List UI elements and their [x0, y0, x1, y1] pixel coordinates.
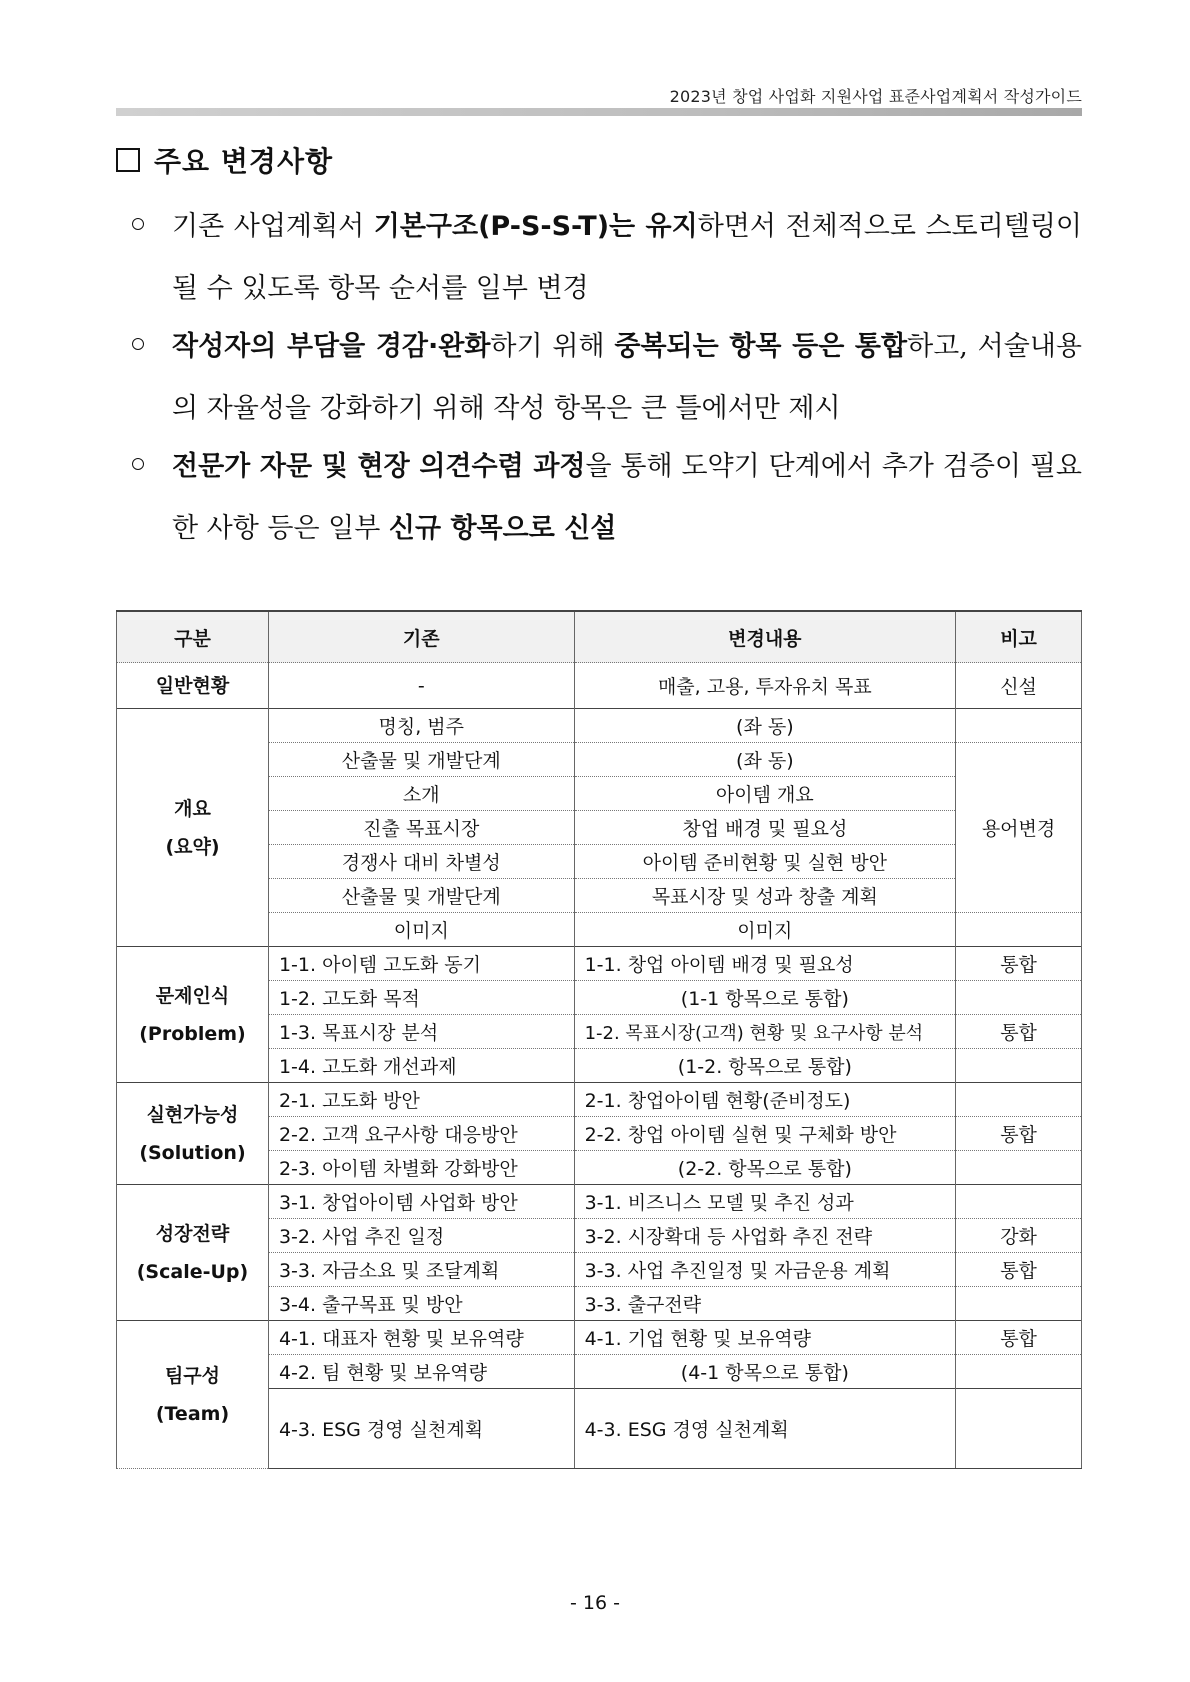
note-cell [956, 1355, 1082, 1389]
old-cell: 경쟁사 대비 차별성 [268, 845, 574, 879]
header-new: 변경내용 [574, 611, 956, 663]
note-cell: 용어변경 [956, 743, 1082, 913]
new-cell: 창업 배경 및 필요성 [574, 811, 956, 845]
new-cell: 1-2. 목표시장(고객) 현황 및 요구사항 분석 [574, 1015, 956, 1049]
old-cell: 2-2. 고객 요구사항 대응방안 [268, 1117, 574, 1151]
bullet-text-bold: 중복되는 항목 등은 통합 [614, 331, 908, 362]
new-cell: (좌 동) [574, 743, 956, 777]
checkbox-square-icon [116, 148, 140, 172]
table-row [117, 663, 1082, 709]
old-cell: 1-3. 목표시장 분석 [268, 1015, 574, 1049]
old-cell: 산출물 및 개발단계 [268, 743, 574, 777]
category-cell [117, 1185, 269, 1321]
category-name: 문제인식 [155, 984, 230, 1007]
category-english: (Scale-Up) [136, 1260, 249, 1283]
note-cell [956, 1151, 1082, 1185]
new-cell: (1-1 항목으로 통합) [574, 981, 956, 1015]
category-name: 개요 [174, 797, 211, 820]
old-cell: 진출 목표시장 [268, 811, 574, 845]
bullet-text [172, 316, 1082, 440]
table-row [117, 709, 1082, 743]
new-cell: 4-1. 기업 현황 및 보유역량 [574, 1321, 956, 1355]
bullet-text [172, 436, 1082, 560]
old-cell: 명칭, 범주 [268, 709, 574, 743]
note-cell [956, 981, 1082, 1015]
category-cell: 일반현황 [117, 663, 269, 709]
page-number: - 16 - [570, 1592, 620, 1614]
bullet-item [132, 316, 1082, 440]
old-cell: 3-2. 사업 추진 일정 [268, 1219, 574, 1253]
note-cell: 통합 [956, 947, 1082, 981]
category-name: 실현가능성 [146, 1103, 239, 1126]
note-cell [956, 1083, 1082, 1117]
new-cell: 3-2. 시장확대 등 사업화 추진 전략 [574, 1219, 956, 1253]
new-cell: 4-3. ESG 경영 실천계획 [574, 1389, 956, 1469]
table-row [117, 1321, 1082, 1355]
new-cell: 매출, 고용, 투자유치 목표 [574, 663, 956, 709]
new-cell: (1-2. 항목으로 통합) [574, 1049, 956, 1083]
bullet-text-part: 을 통해 도약기 단계에서 추가 검증이 필요한 사항 등은 일부 [172, 451, 1082, 544]
section-title-text: 주요 변경사항 [154, 145, 334, 178]
note-cell [956, 1287, 1082, 1321]
note-cell [956, 1389, 1082, 1469]
category-english: (요약) [165, 835, 220, 858]
new-cell: (2-2. 항목으로 통합) [574, 1151, 956, 1185]
page-header [116, 78, 1082, 118]
old-cell: 1-2. 고도화 목적 [268, 981, 574, 1015]
bullet-text-part: 하고, 서술내용의 자율성을 강화하기 위해 작성 항목은 큰 틀에서만 제시 [172, 331, 1082, 424]
note-cell [956, 913, 1082, 947]
new-cell: 3-1. 비즈니스 모델 및 추진 성과 [574, 1185, 956, 1219]
category-english: (Problem) [139, 1022, 246, 1045]
old-cell: 1-1. 아이템 고도화 동기 [268, 947, 574, 981]
category-cell [117, 947, 269, 1083]
table-row [117, 947, 1082, 981]
old-cell: 2-1. 고도화 방안 [268, 1083, 574, 1117]
bullet-text-bold: 작성자의 부담을 경감·완화 [172, 331, 491, 362]
old-cell: 4-3. ESG 경영 실천계획 [268, 1389, 574, 1469]
new-cell: 3-3. 사업 추진일정 및 자금운용 계획 [574, 1253, 956, 1287]
section-title [116, 140, 333, 180]
old-cell: 3-3. 자금소요 및 조달계획 [268, 1253, 574, 1287]
old-cell: - [268, 663, 574, 709]
changes-table [116, 610, 1082, 1469]
bullet-text [172, 196, 1082, 320]
circle-bullet-icon [132, 338, 144, 350]
bullet-item [132, 196, 1082, 320]
note-cell [956, 1185, 1082, 1219]
header-old: 기존 [268, 611, 574, 663]
old-cell: 3-4. 출구목표 및 방안 [268, 1287, 574, 1321]
note-cell [956, 709, 1082, 743]
note-cell [956, 1049, 1082, 1083]
table-row [117, 1083, 1082, 1117]
header-note: 비고 [956, 611, 1082, 663]
note-cell: 통합 [956, 1321, 1082, 1355]
old-cell: 2-3. 아이템 차별화 강화방안 [268, 1151, 574, 1185]
new-cell: (4-1 항목으로 통합) [574, 1355, 956, 1389]
note-cell: 통합 [956, 1117, 1082, 1151]
header-divider [116, 108, 1082, 116]
category-name: 팀구성 [164, 1364, 220, 1387]
header-title: 2023년 창업 사업화 지원사업 표준사업계획서 작성가이드 [669, 87, 1082, 106]
new-cell: 3-3. 출구전략 [574, 1287, 956, 1321]
category-name: 성장전략 [155, 1222, 230, 1245]
bullet-text-part: 기존 사업계획서 [172, 211, 374, 242]
circle-bullet-icon [132, 218, 144, 230]
table-row [117, 1185, 1082, 1219]
new-cell: 목표시장 및 성과 창출 계획 [574, 879, 956, 913]
old-cell: 3-1. 창업아이템 사업화 방안 [268, 1185, 574, 1219]
new-cell: 1-1. 창업 아이템 배경 및 필요성 [574, 947, 956, 981]
category-english: (Team) [155, 1402, 230, 1425]
old-cell: 이미지 [268, 913, 574, 947]
note-cell: 통합 [956, 1015, 1082, 1049]
note-cell: 신설 [956, 663, 1082, 709]
new-cell: 아이템 준비현황 및 실현 방안 [574, 845, 956, 879]
new-cell: (좌 동) [574, 709, 956, 743]
category-cell [117, 1321, 269, 1469]
category-english: (Solution) [139, 1141, 246, 1164]
bullet-item [132, 436, 1082, 560]
header-category: 구분 [117, 611, 269, 663]
bullet-text-part: 하기 위해 [490, 331, 615, 362]
new-cell: 2-1. 창업아이템 현황(준비정도) [574, 1083, 956, 1117]
circle-bullet-icon [132, 458, 144, 470]
note-cell: 강화 [956, 1219, 1082, 1253]
old-cell: 소개 [268, 777, 574, 811]
old-cell: 4-2. 팀 현황 및 보유역량 [268, 1355, 574, 1389]
category-cell [117, 1083, 269, 1185]
bullet-text-part: 하면서 전체적으로 스토리텔링이 될 수 있도록 항목 순서를 일부 변경 [172, 211, 1082, 304]
bullet-text-bold: 전문가 자문 및 현장 의견수렴 과정 [172, 451, 586, 482]
new-cell: 2-2. 창업 아이템 실현 및 구체화 방안 [574, 1117, 956, 1151]
category-cell [117, 709, 269, 947]
new-cell: 아이템 개요 [574, 777, 956, 811]
bullet-text-bold: 기본구조(P-S-S-T)는 유지 [373, 211, 698, 242]
old-cell: 1-4. 고도화 개선과제 [268, 1049, 574, 1083]
new-cell: 이미지 [574, 913, 956, 947]
old-cell: 산출물 및 개발단계 [268, 879, 574, 913]
old-cell: 4-1. 대표자 현황 및 보유역량 [268, 1321, 574, 1355]
note-cell: 통합 [956, 1253, 1082, 1287]
table-header-row [117, 611, 1082, 663]
bullet-text-bold: 신규 항목으로 신설 [388, 513, 617, 544]
